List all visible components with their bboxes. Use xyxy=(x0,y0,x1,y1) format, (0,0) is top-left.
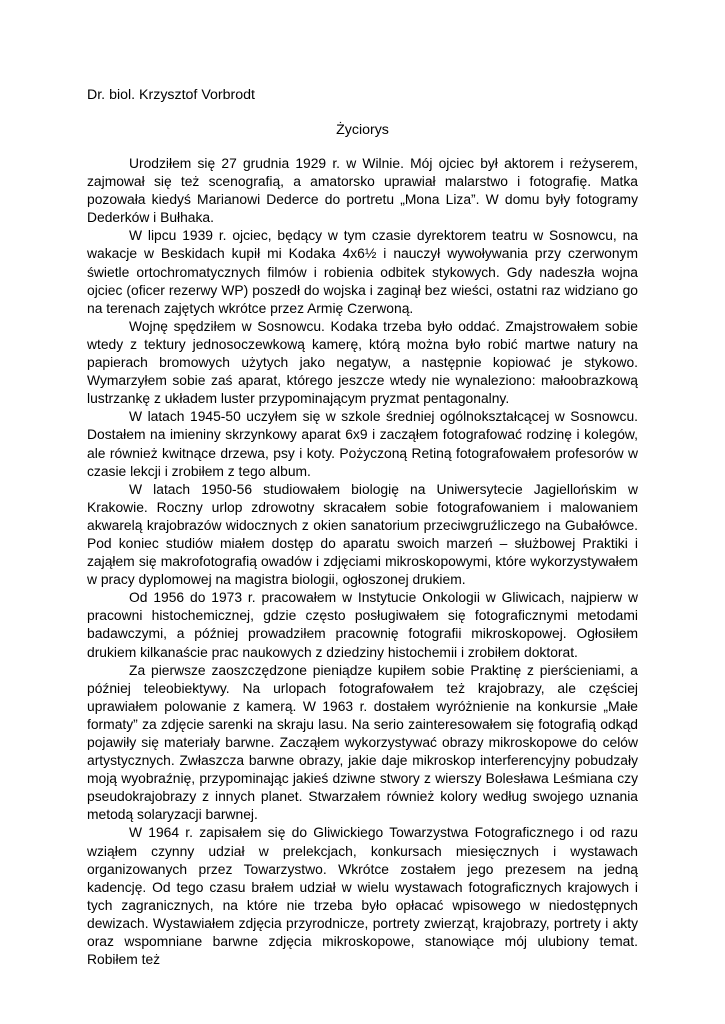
paragraph: W lipcu 1939 r. ojciec, będący w tym czasie dyrektorem teatru w Sosnowcu, na wakacje w Beskidach kupił mi Kodaka 4x6½ i nauczył wywoływania przy czerwonym świetle ortochromatycznych filmów i robienia odbitek stykowych. Gdy nadeszła wojna ojciec (oficer rezerwy WP) poszedł do wojska i zaginął bez wieści, ostatni raz widziano go na terenach zajętych wkrótce przez Armię Czerwoną. xyxy=(87,227,638,316)
paragraph: Za pierwsze zaoszczędzone pieniądze kupiłem sobie Praktinę z pierścieniami, a później teleobiektywy. Na urlopach fotografowałem też krajobrazy, ale częściej uprawiałem polowanie z kamerą. W 1963 r. dostałem wyróżnienie na konkursie „Małe formaty” za zdjęcie sarenki na skraju lasu. Na serio zainteresowałem się fotografią odkąd pojawiły się materiały barwne. Zacząłem wykorzystywać obrazy mikroskopowe do celów artystycznych. Zwłaszcza barwne obrazy, jakie daje mikroskop interferencyjny pobudzały moją wyobraźnię, przypominając jakieś dziwne stwory z wierszy Bolesława Leśmiana czy pseudokrajobrazy z innych planet. Stwarzałem również kolory według swojego uznania metodą solaryzacji barwnej. xyxy=(87,661,638,823)
document-body xyxy=(87,154,638,968)
document-title: Życiorys xyxy=(336,122,389,138)
author-line: Dr. biol. Krzysztof Vorbrodt xyxy=(87,87,255,103)
paragraph: W latach 1950-56 studiowałem biologię na Uniwersytecie Jagiellońskim w Krakowie. Roczny urlop zdrowotny skracałem sobie fotografowaniem i malowaniem akwarelą krajobrazów widocznych z okien sanatorium przeciwgruźliczego na Gubałówce. Pod koniec studiów miałem dostęp do aparatu swoich marzeń – służbowej Praktiki i zająłem się makrofotografią owadów i zdjęciami mikroskopowymi, które wykorzystywałem w pracy dyplomowej na magistra biologii, ogłoszonej drukiem. xyxy=(87,480,638,588)
paragraph: W latach 1945-50 uczyłem się w szkole średniej ogólnokształcącej w Sosnowcu. Dostałem na imieniny skrzynkowy aparat 6x9 i zacząłem fotografować rodzinę i kolegów, ale również kwitnące drzewa, psy i koty. Pożyczoną Retiną fotografowałem profesorów w czasie lekcji i zrobiłem z tego album. xyxy=(87,408,638,479)
paragraph: Od 1956 do 1973 r. pracowałem w Instytucie Onkologii w Gliwicach, najpierw w pracowni histochemicznej, gdzie często posługiwałem się fotograficznymi metodami badawczymi, a później prowadziłem pracownię fotografii mikroskopowej. Ogłosiłem drukiem kilkanaście prac naukowych z dziedziny histochemii i zrobiłem doktorat. xyxy=(87,589,638,660)
paragraph: Urodziłem się 27 grudnia 1929 r. w Wilnie. Mój ojciec był aktorem i reżyserem, zajmował się też scenografią, a amatorsko uprawiał malarstwo i fotografię. Matka pozowała kiedyś Marianowi Dederce do portretu „Mona Liza”. W domu były fotogramy Dederków i Bułhaka. xyxy=(87,155,638,226)
paragraph: W 1964 r. zapisałem się do Gliwickiego Towarzystwa Fotograficznego i od razu wziąłem czynny udział w prelekcjach, konkursach miesięcznych i wystawach organizowanych przez Towarzystwo. Wkrótce zostałem jego prezesem na jedną kadencję. Od tego czasu brałem udział w wielu wystawach fotograficznych krajowych i tych zagranicznych, na które nie trzeba było opłacać wpisowego w niedostępnych dewizach. Wystawiałem zdjęcia przyrodnicze, portrety zwierząt, krajobrazy, portrety i akty oraz wspomniane barwne zdjęcia mikroskopowe, stanowiące mój ulubiony temat. Robiłem też xyxy=(87,824,638,968)
paragraph: Wojnę spędziłem w Sosnowcu. Kodaka trzeba było oddać. Zmajstrowałem sobie wtedy z tektury jednosoczewkową kamerę, którą można było robić martwe natury na papierach bromowych użytych jako negatyw, a następnie kopiować je stykowo. Wymarzyłem sobie zaś aparat, którego jeszcze wtedy nie wynaleziono: małoobrazkową lustrzankę z układem luster przypominającym pryzmat pentagonalny. xyxy=(87,317,638,407)
